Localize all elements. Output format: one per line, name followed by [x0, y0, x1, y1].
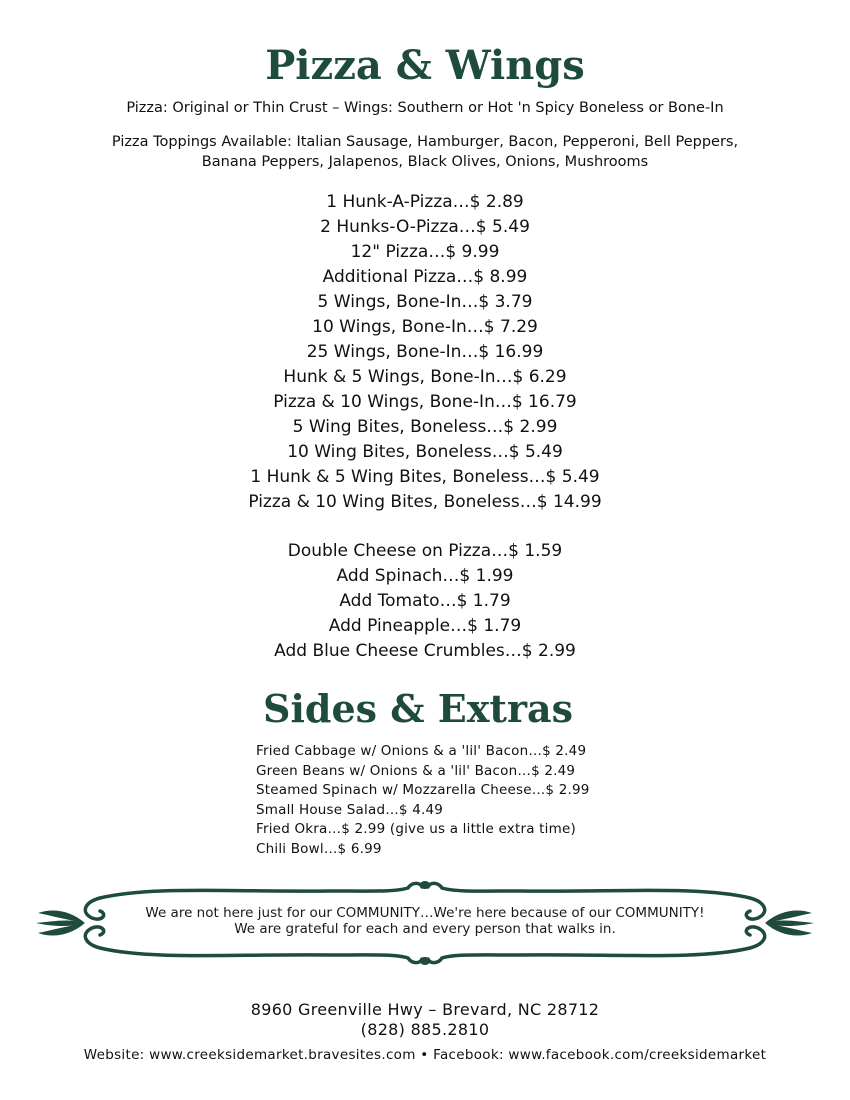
side-item: Green Beans w/ Onions & a 'lil' Bacon…$ 2.49: [256, 762, 576, 779]
pizza-wings-title: Pizza & Wings: [265, 42, 585, 89]
menu-item: Additional Pizza…$ 8.99: [322, 267, 528, 287]
toppings-line-2: Banana Peppers, Jalapenos, Black Olives, Onions, Mushrooms: [201, 154, 649, 170]
extra-item: Add Tomato…$ 1.79: [339, 591, 511, 611]
menu-item: 10 Wing Bites, Boneless…$ 5.49: [287, 442, 563, 462]
menu-item: 5 Wing Bites, Boneless…$ 2.99: [292, 417, 558, 437]
extra-item: Add Pineapple…$ 1.79: [328, 616, 522, 636]
menu-item: Pizza & 10 Wings, Bone-In…$ 16.79: [273, 392, 577, 412]
sides-extras-title: Sides & Extras: [263, 686, 573, 731]
sides-list: [256, 742, 590, 859]
crust-wings-subtitle: Pizza: Original or Thin Crust – Wings: Southern or Hot 'n Spicy Boneless or Bone-In: [126, 100, 724, 116]
bullet-separator: •: [420, 1047, 429, 1063]
phone-number: (828) 885.2810: [360, 1020, 490, 1039]
menu-item: 25 Wings, Bone-In…$ 16.99: [306, 342, 544, 362]
banner-line-1: We are not here just for our COMMUNITY…We're here because of our COMMUNITY!: [145, 905, 705, 921]
side-item: Steamed Spinach w/ Mozzarella Cheese…$ 2.99: [256, 782, 590, 798]
banner-message: [0, 905, 850, 937]
menu-spacer: [0, 515, 850, 539]
extra-item: Double Cheese on Pizza…$ 1.59: [287, 541, 563, 561]
menu-item: 1 Hunk-A-Pizza…$ 2.89: [326, 192, 524, 212]
menu-item: 10 Wings, Bone-In…$ 7.29: [312, 317, 538, 337]
menu-item: Hunk & 5 Wings, Bone-In…$ 6.29: [283, 367, 567, 387]
menu-item: 5 Wings, Bone-In…$ 3.79: [317, 292, 533, 312]
menu-item: 1 Hunk & 5 Wing Bites, Boneless…$ 5.49: [250, 467, 600, 487]
facebook-link[interactable]: Facebook: www.facebook.com/creeksidemarket: [433, 1047, 767, 1063]
toppings-line-1: Pizza Toppings Available: Italian Sausage, Hamburger, Bacon, Pepperoni, Bell Peppers,: [111, 134, 739, 150]
website-link[interactable]: Website: www.creeksidemarket.bravesites.com: [83, 1047, 416, 1063]
side-item: Small House Salad…$ 4.49: [256, 801, 444, 818]
pizza-wings-menu: [0, 190, 850, 664]
side-item: Fried Okra…$ 2.99 (give us a little extra time): [256, 821, 576, 837]
side-item: Chili Bowl…$ 6.99: [256, 840, 382, 857]
side-item: Fried Cabbage w/ Onions & a 'lil' Bacon…$ 2.49: [256, 743, 587, 759]
footer-links: [0, 1047, 850, 1063]
menu-item: 12" Pizza…$ 9.99: [350, 242, 500, 262]
menu-item: 2 Hunks-O-Pizza…$ 5.49: [320, 217, 530, 237]
banner-line-2: We are grateful for each and every person that walks in.: [234, 921, 616, 937]
extra-item: Add Spinach…$ 1.99: [336, 566, 514, 586]
extra-item: Add Blue Cheese Crumbles…$ 2.99: [274, 641, 576, 661]
menu-item: Pizza & 10 Wing Bites, Boneless…$ 14.99: [248, 492, 602, 512]
address: 8960 Greenville Hwy – Brevard, NC 28712: [250, 1000, 600, 1019]
